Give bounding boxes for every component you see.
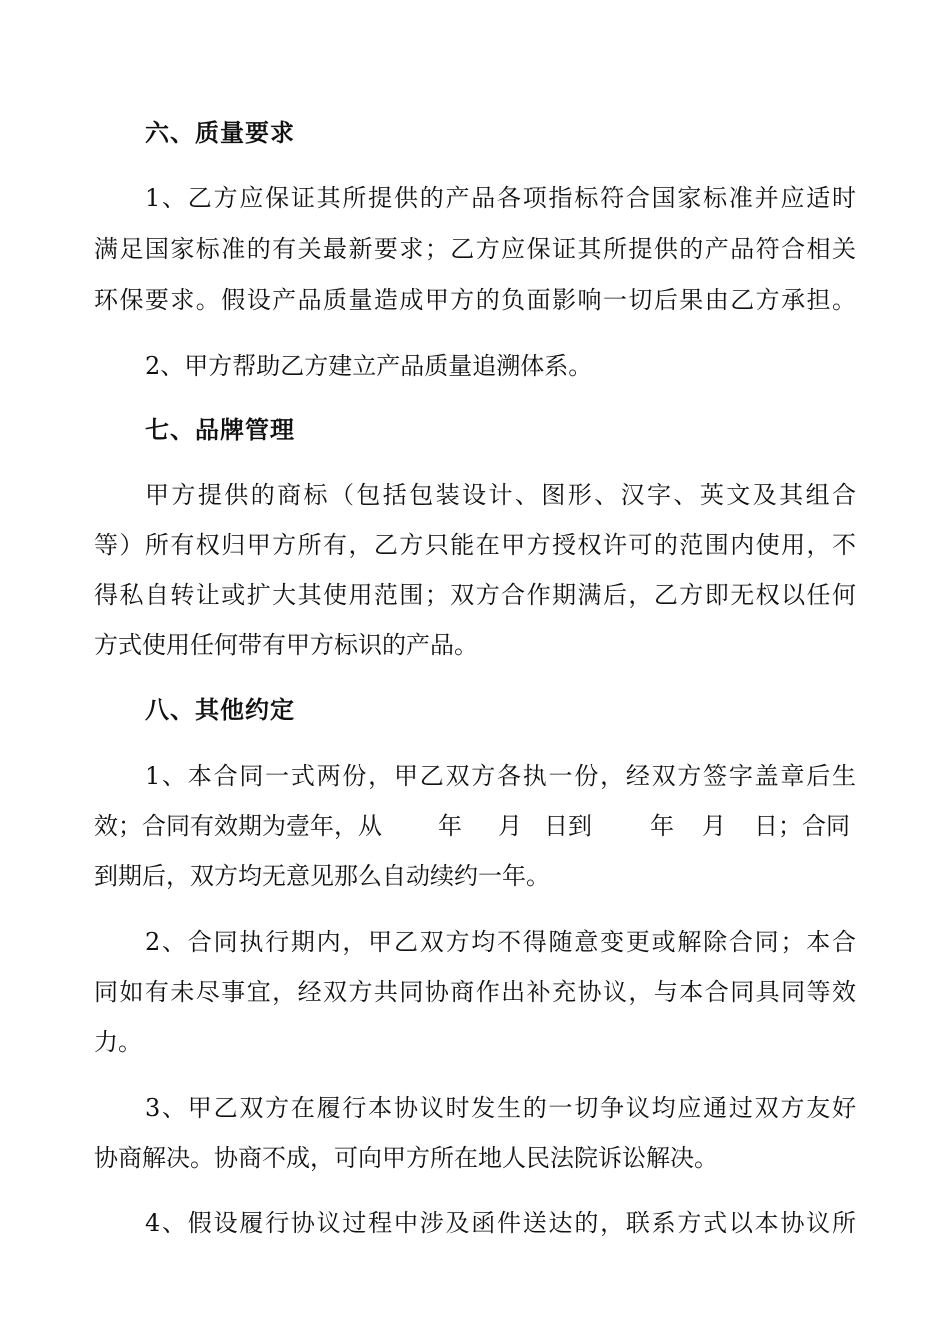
section-heading-quality: 六、质量要求 (145, 119, 295, 147)
term-year-1: 年 (438, 812, 462, 840)
paragraph-line: 力。 (94, 1028, 142, 1056)
paragraph-line: 协商解决。协商不成，可向甲方所在地人民法院诉讼解决。 (94, 1144, 718, 1172)
paragraph-line: 满足国家标准的有关最新要求；乙方应保证其所提供的产品符合相关 (94, 235, 856, 263)
paragraph-line: 4、假设履行协议过程中涉及函件送达的，联系方式以本协议所 (145, 1209, 856, 1237)
term-month-1: 月 (498, 812, 522, 840)
term-month-2: 月 (702, 812, 726, 840)
term-year-2: 年 (650, 812, 674, 840)
paragraph-line: 到期后，双方均无意见那么自动续约一年。 (94, 862, 550, 890)
paragraph-line: 等）所有权归甲方所有，乙方只能在甲方授权许可的范围内使用，不 (94, 531, 856, 559)
paragraph-line: 甲方提供的商标（包括包装设计、图形、汉字、英文及其组合 (145, 481, 856, 509)
paragraph-line: 1、本合同一式两份，甲乙双方各执一份，经双方签字盖章后生 (145, 762, 856, 790)
paragraph-line: 得私自转让或扩大其使用范围；双方合作期满后，乙方即无权以任何 (94, 581, 856, 609)
term-prefix: 效；合同有效期为壹年，从 (94, 812, 382, 840)
paragraph-line: 2、甲方帮助乙方建立产品质量追溯体系。 (145, 352, 593, 380)
term-day-1: 日到 (544, 812, 592, 840)
paragraph-line: 方式使用任何带有甲方标识的产品。 (94, 631, 478, 659)
paragraph-line: 3、甲乙双方在履行本协议时发生的一切争议均应通过双方友好 (145, 1094, 856, 1122)
paragraph-line: 同如有未尽事宜，经双方共同协商作出补充协议，与本合同具同等效 (94, 978, 856, 1006)
paragraph-line: 1、乙方应保证其所提供的产品各项指标符合国家标准并应适时 (145, 184, 856, 212)
paragraph-line: 2、合同执行期内，甲乙双方均不得随意变更或解除合同；本合 (145, 928, 856, 956)
term-day-2: 日；合同 (754, 812, 850, 840)
paragraph-line: 环保要求。假设产品质量造成甲方的负面影响一切后果由乙方承担。 (94, 286, 856, 314)
section-heading-other: 八、其他约定 (145, 696, 295, 724)
contract-term-line (94, 806, 850, 841)
section-heading-brand: 七、品牌管理 (145, 416, 295, 444)
